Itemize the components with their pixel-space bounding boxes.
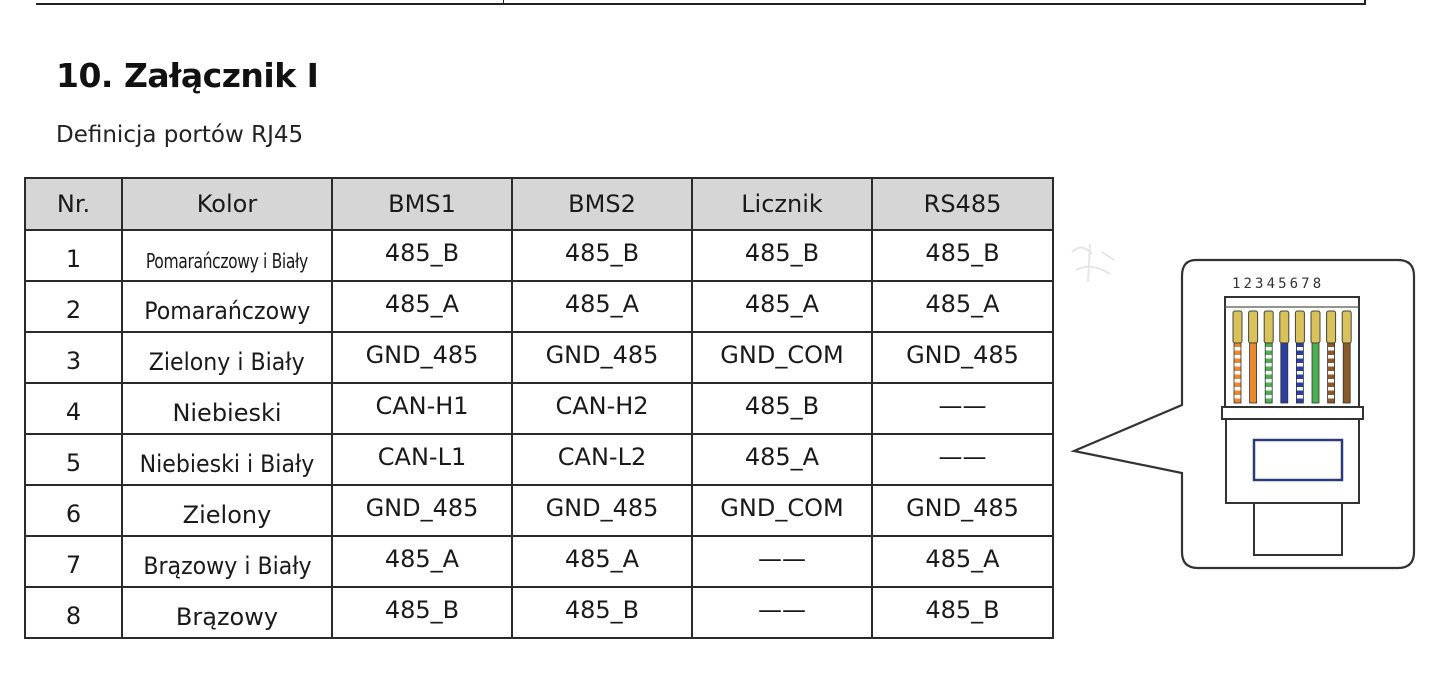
cell-bms1: 485_B	[332, 230, 512, 281]
cell-rs485: 485_B	[872, 230, 1053, 281]
connector-body	[1222, 407, 1363, 419]
cell-nr: 2	[25, 281, 122, 332]
cell-licznik: ——	[692, 587, 872, 638]
cell-licznik: GND_COM	[692, 332, 872, 383]
cell-rs485: 485_A	[872, 281, 1053, 332]
wire-stripe	[1235, 387, 1241, 391]
cell-nr: 5	[25, 434, 122, 485]
cell-kolor-text: Brązowy i Biały	[142, 551, 312, 580]
table-row	[25, 434, 1053, 485]
cell-kolor-text: Niebieski	[172, 398, 282, 427]
cell-kolor-text: Niebieski i Biały	[139, 449, 315, 478]
cell-licznik: GND_COM	[692, 485, 872, 536]
cell-bms1: 485_A	[332, 281, 512, 332]
cell-kolor	[122, 485, 332, 536]
wire-stripe	[1328, 371, 1334, 375]
wire-stripe	[1297, 387, 1303, 391]
section-title: 10. Załącznik I	[56, 56, 319, 95]
cell-bms2: GND_485	[512, 332, 692, 383]
table-row	[25, 281, 1053, 332]
wire-stripe	[1235, 347, 1241, 351]
header-kolor: Kolor	[122, 178, 332, 230]
cell-bms2: 485_B	[512, 587, 692, 638]
pin-contact	[1233, 311, 1242, 343]
top-rule	[36, 0, 1366, 5]
cell-kolor-text: Zielony i Biały	[149, 347, 305, 376]
connector-window	[1254, 440, 1342, 480]
cell-bms2: 485_A	[512, 536, 692, 587]
wire-stripe	[1297, 347, 1303, 351]
cell-rs485: ——	[872, 434, 1053, 485]
rj45-pinout-table	[24, 177, 1054, 639]
pin-contact	[1311, 311, 1320, 343]
cell-nr: 7	[25, 536, 122, 587]
cell-kolor	[122, 383, 332, 434]
wire-stripe	[1328, 363, 1334, 367]
cell-licznik: 485_B	[692, 383, 872, 434]
wire-6	[1312, 343, 1319, 403]
wire-stripe	[1328, 355, 1334, 359]
cell-nr: 8	[25, 587, 122, 638]
cell-bms1: CAN-H1	[332, 383, 512, 434]
pin-contact	[1280, 311, 1289, 343]
cell-kolor-text: Pomarańczowy i Biały	[145, 248, 309, 273]
header-nr: Nr.	[25, 178, 122, 230]
cell-licznik: 485_B	[692, 230, 872, 281]
wire-4	[1281, 343, 1288, 403]
wire-stripe	[1235, 395, 1241, 399]
cell-nr: 6	[25, 485, 122, 536]
wire-stripe	[1235, 355, 1241, 359]
wire-stripe	[1297, 371, 1303, 375]
wire-stripe	[1297, 355, 1303, 359]
wire-stripe	[1266, 379, 1272, 383]
cell-bms1: GND_485	[332, 485, 512, 536]
wire-stripe	[1297, 363, 1303, 367]
pin-contact	[1264, 311, 1273, 343]
wire-stripe	[1297, 395, 1303, 399]
cell-bms1: 485_B	[332, 587, 512, 638]
wire-stripe	[1328, 347, 1334, 351]
cell-nr: 4	[25, 383, 122, 434]
top-rule-end	[1364, 0, 1366, 3]
wire-stripe	[1266, 363, 1272, 367]
wire-stripe	[1266, 387, 1272, 391]
pin-numbers: 12345678	[1232, 276, 1325, 292]
top-rule-divider	[503, 0, 504, 3]
table-row	[25, 485, 1053, 536]
cell-kolor	[122, 587, 332, 638]
wire-stripe	[1266, 371, 1272, 375]
wire-stripe	[1328, 379, 1334, 383]
cell-kolor	[122, 434, 332, 485]
pin-contact	[1327, 311, 1336, 343]
wire-stripe	[1297, 379, 1303, 383]
table-row	[25, 587, 1053, 638]
pin-contact	[1342, 311, 1351, 343]
connector-cable	[1254, 503, 1342, 555]
cell-kolor-text: Zielony	[182, 500, 272, 529]
header-bms2: BMS2	[512, 178, 692, 230]
table-row	[25, 536, 1053, 587]
wire-stripe	[1328, 387, 1334, 391]
cell-bms1: 485_A	[332, 536, 512, 587]
cell-bms2: GND_485	[512, 485, 692, 536]
wire-stripe	[1266, 355, 1272, 359]
wire-stripe	[1235, 379, 1241, 383]
wire-stripe	[1328, 395, 1334, 399]
pin-contact	[1295, 311, 1304, 343]
header-licznik: Licznik	[692, 178, 872, 230]
cell-nr: 3	[25, 332, 122, 383]
wire-stripe	[1266, 347, 1272, 351]
header-rs485: RS485	[872, 178, 1053, 230]
cell-bms2: CAN-L2	[512, 434, 692, 485]
cell-kolor	[122, 332, 332, 383]
header-bms1: BMS1	[332, 178, 512, 230]
section-subtitle: Definicja portów RJ45	[56, 122, 304, 148]
cell-kolor-text: Brązowy	[175, 602, 279, 631]
table-row	[25, 332, 1053, 383]
cell-rs485: GND_485	[872, 332, 1053, 383]
wire-stripe	[1235, 363, 1241, 367]
cell-kolor	[122, 281, 332, 332]
cell-licznik: ——	[692, 536, 872, 587]
cell-bms2: 485_B	[512, 230, 692, 281]
cell-bms1: CAN-L1	[332, 434, 512, 485]
pin-contact	[1249, 311, 1258, 343]
cell-rs485: 485_A	[872, 536, 1053, 587]
wire-2	[1250, 343, 1257, 403]
cell-kolor	[122, 230, 332, 281]
table-row	[25, 230, 1053, 281]
cell-nr: 1	[25, 230, 122, 281]
table-row	[25, 383, 1053, 434]
cell-kolor-text: Pomarańczowy	[143, 296, 311, 325]
rj45-connector-illustration	[1070, 255, 1420, 575]
cell-bms1: GND_485	[332, 332, 512, 383]
cell-bms2: 485_A	[512, 281, 692, 332]
cell-licznik: 485_A	[692, 434, 872, 485]
wire-8	[1343, 343, 1350, 403]
cell-rs485: ——	[872, 383, 1053, 434]
wire-stripe	[1266, 395, 1272, 399]
table-header-row	[25, 178, 1053, 230]
cell-kolor	[122, 536, 332, 587]
cell-bms2: CAN-H2	[512, 383, 692, 434]
cell-rs485: 485_B	[872, 587, 1053, 638]
cell-licznik: 485_A	[692, 281, 872, 332]
wire-stripe	[1235, 371, 1241, 375]
cell-rs485: GND_485	[872, 485, 1053, 536]
connector-head	[1225, 297, 1359, 407]
